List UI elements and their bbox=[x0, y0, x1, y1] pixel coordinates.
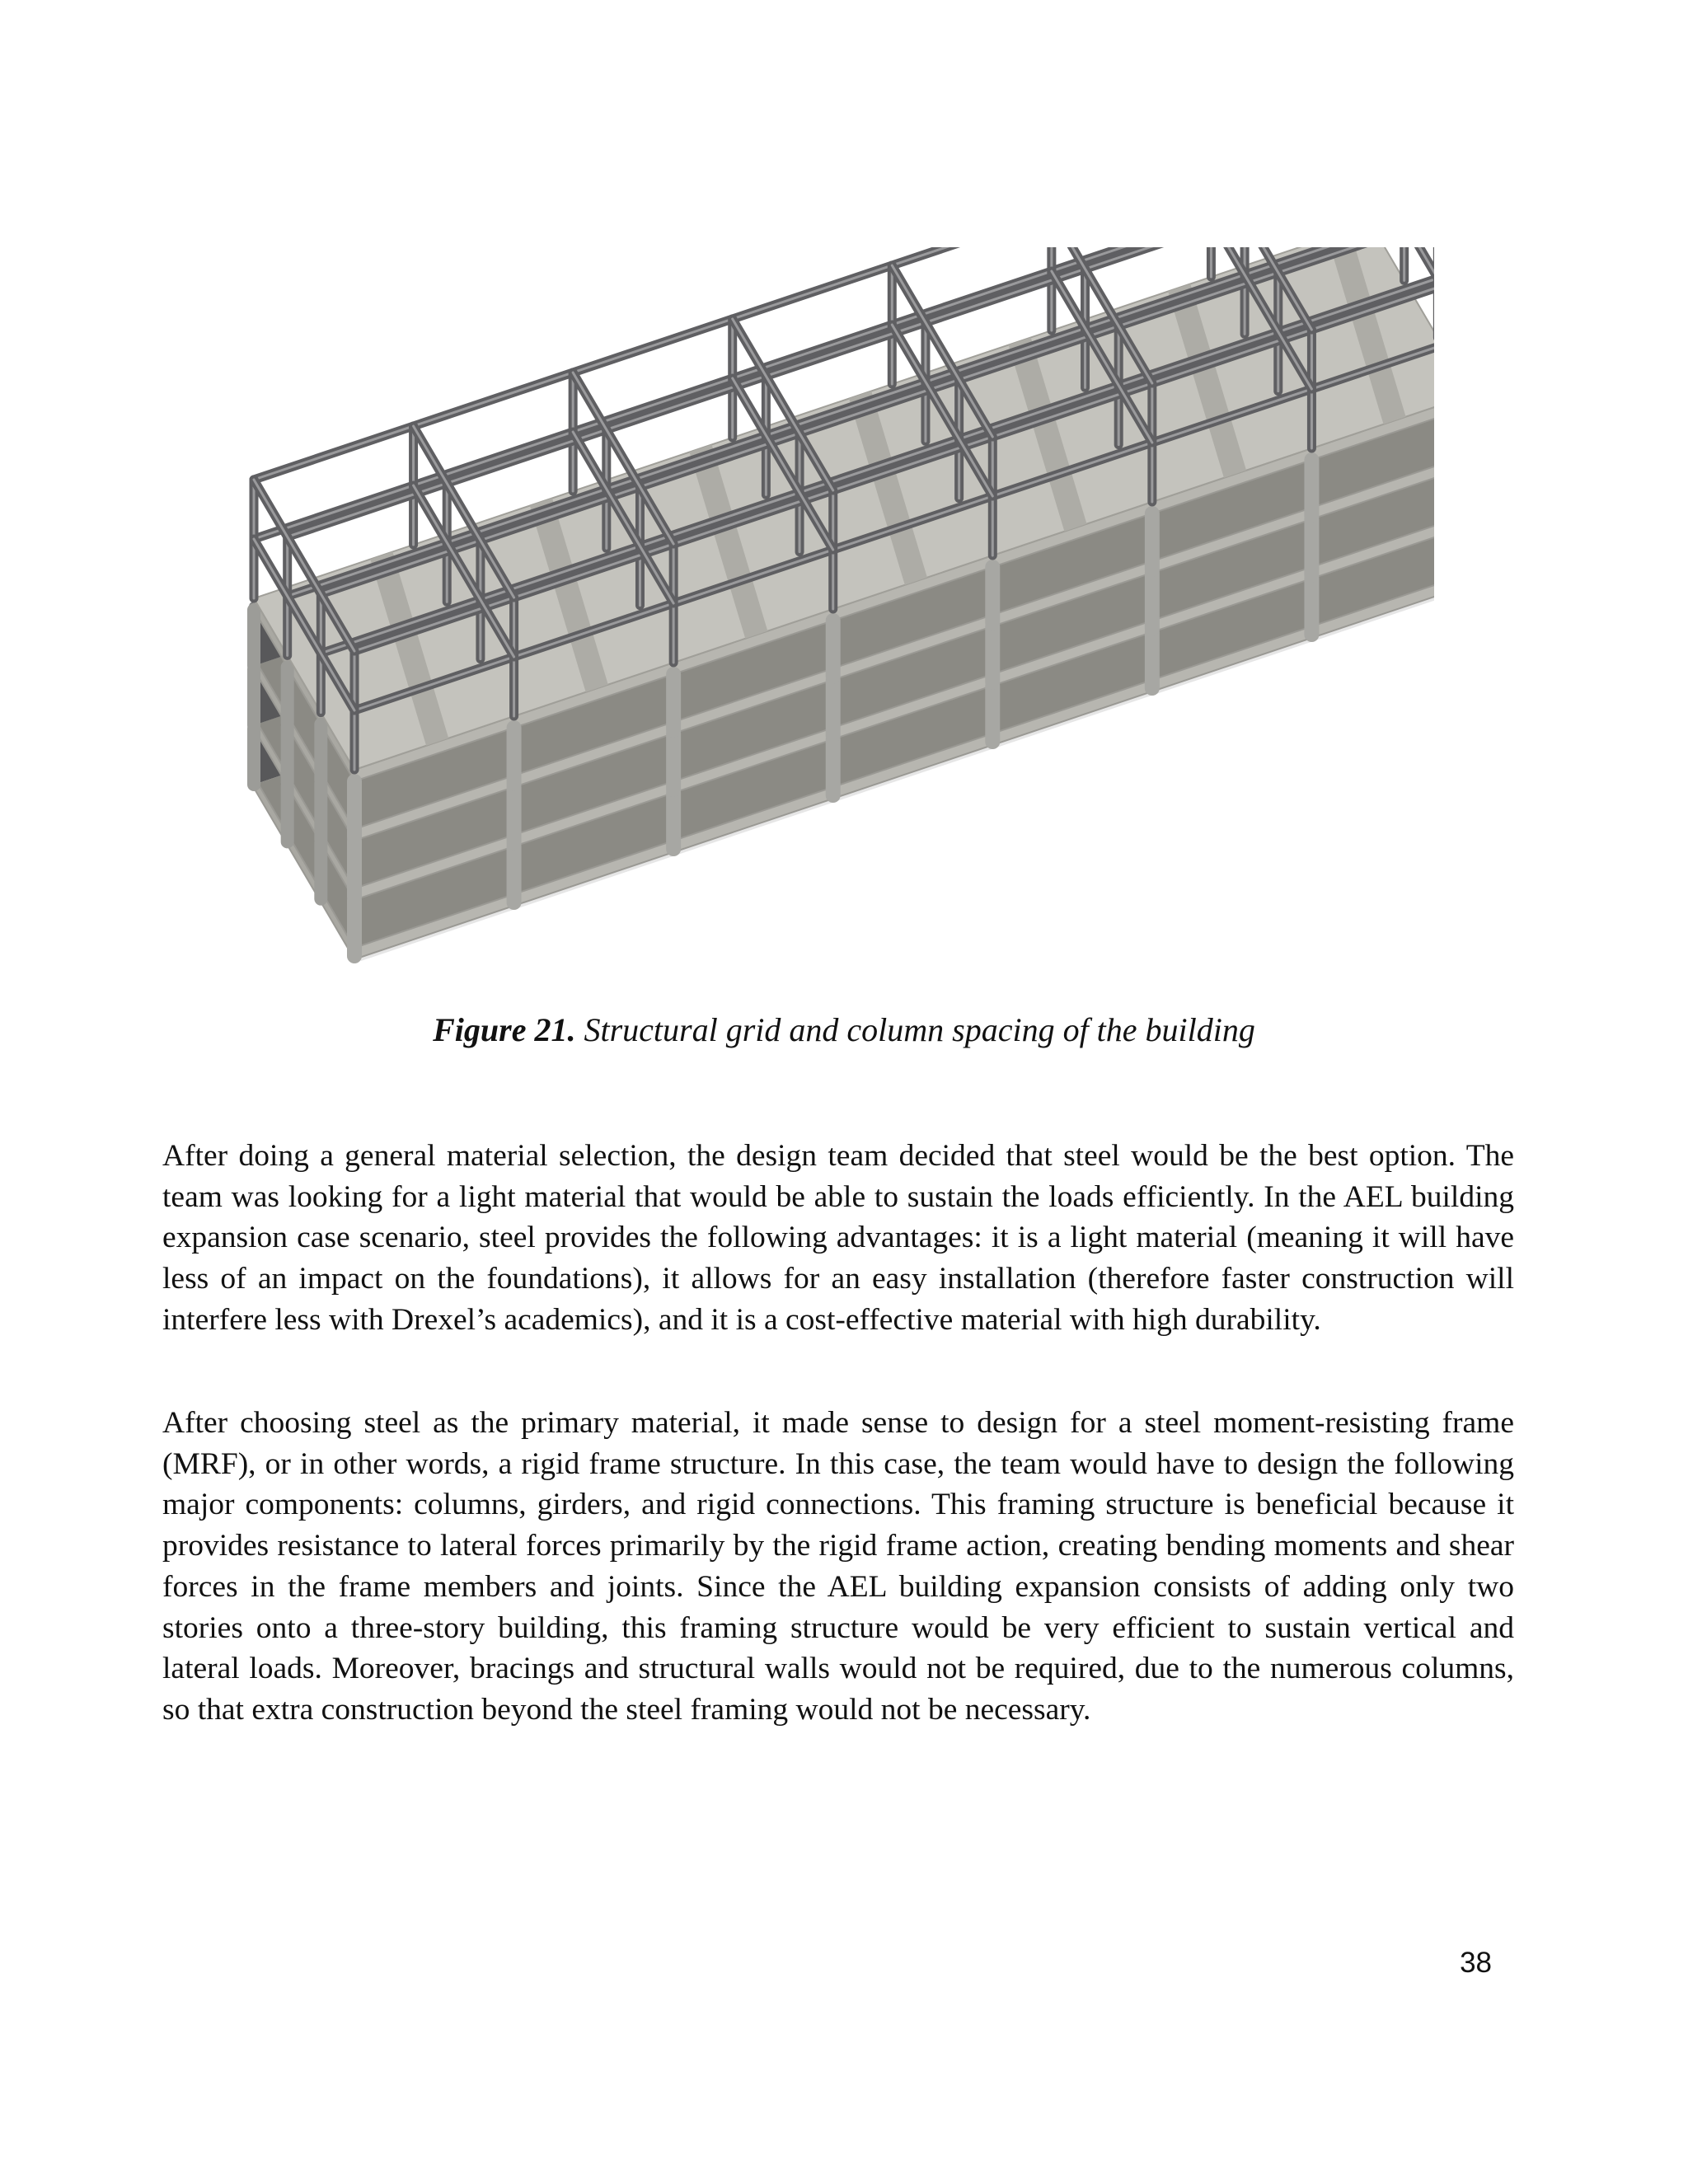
figure-caption bbox=[0, 1010, 1688, 1050]
building-frame-figure bbox=[231, 247, 1434, 989]
structural-frame-illustration bbox=[231, 247, 1434, 989]
figure-label: Figure 21. bbox=[433, 1011, 576, 1048]
body-paragraph-1: After doing a general material selection, the design team decided that steel would be the best option. The team was looking for a light material that would be able to sustain the loads efficiently. In the AEL building expansion case scenario, steel provides the following advantages: it is a light material (meaning it will have less of an impact on the foundations), it allows for an easy installation (therefore faster construction will interfere less with Drexel’s academics), and it is a cost-effective material with high durability. bbox=[162, 1139, 1514, 1337]
figure-caption-text: Structural grid and column spacing of the building bbox=[575, 1011, 1255, 1048]
page-number: 38 bbox=[1460, 1947, 1492, 1979]
body-paragraph-2: After choosing steel as the primary material, it made sense to design for a steel moment-resisting frame (MRF), or in other words, a rigid frame structure. In this case, the team would have to design the following major components: columns, girders, and rigid connections. This framing structure is beneficial because it provides resistance to lateral forces primarily by the rigid frame action, creating bending moments and shear forces in the frame members and joints. Since the AEL building expansion consists of adding only two stories onto a three-story building, this framing structure would be very efficient to sustain vertical and lateral loads. Moreover, bracings and structural walls would not be required, due to the numerous columns, so that extra construction beyond the steel framing would not be necessary. bbox=[162, 1406, 1514, 1727]
